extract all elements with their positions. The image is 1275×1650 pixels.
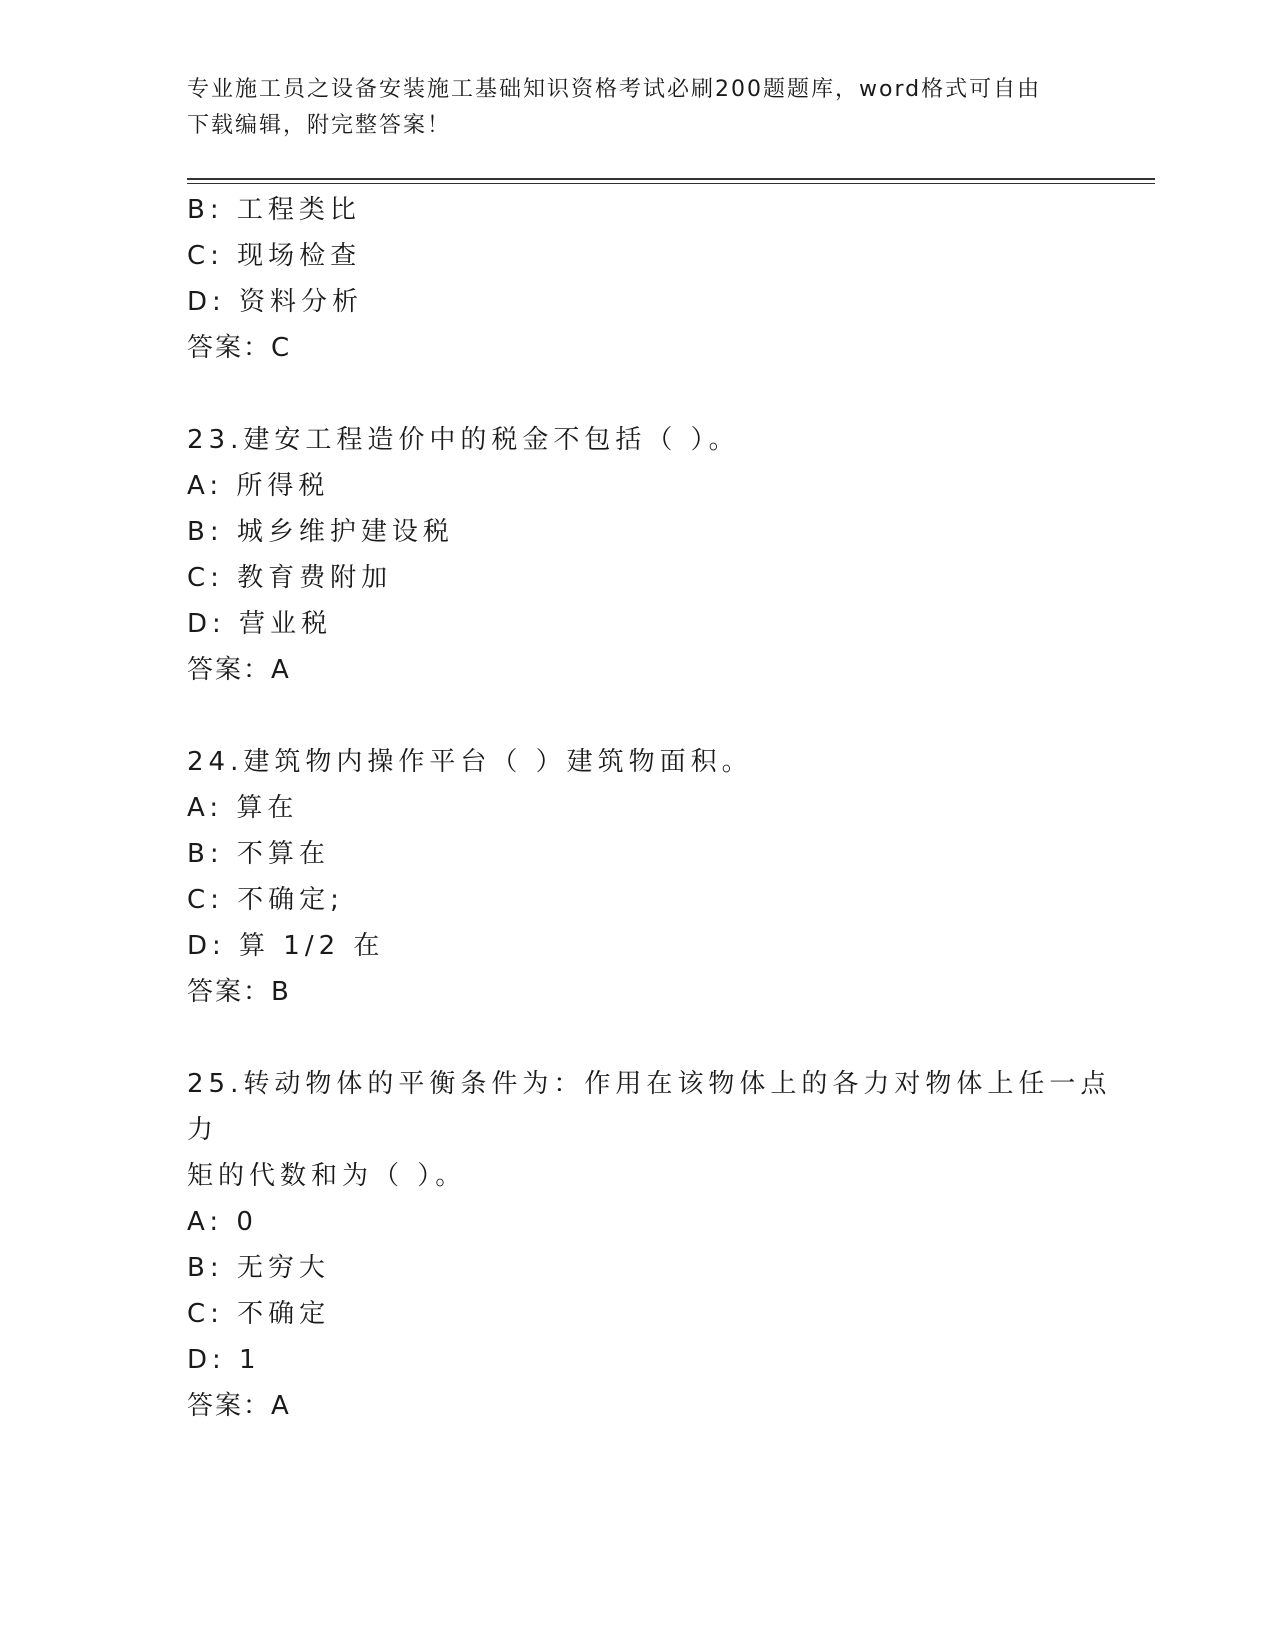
option-c: C: 现场检查 (187, 241, 362, 271)
question-text-line-2: 矩的代数和为（ ）。 (187, 1161, 467, 1191)
question-23 (187, 417, 1127, 693)
spacer (187, 1015, 1127, 1061)
option-a: A: 算在 (187, 793, 299, 823)
header-line-1: 专业施工员之设备安装施工基础知识资格考试必刷200题题库，word格式可自由 (187, 77, 1042, 102)
question-25 (187, 1061, 1127, 1429)
answer: 答案：A (187, 655, 291, 685)
document-header (187, 72, 1087, 144)
question-22-continued (187, 187, 1127, 371)
option-d: D: 资料分析 (187, 287, 364, 317)
question-text-line-1: 25.转动物体的平衡条件为：作用在该物体上的各力对物体上任一点力 (187, 1069, 1112, 1145)
option-d: D: 营业税 (187, 609, 333, 639)
option-a: A: 0 (187, 1207, 258, 1237)
answer: 答案：A (187, 1391, 291, 1421)
option-b: B: 不算在 (187, 839, 330, 869)
option-a: A: 所得税 (187, 471, 330, 501)
option-b: B: 工程类比 (187, 195, 361, 225)
option-d: D: 1 (187, 1345, 261, 1375)
option-b: B: 城乡维护建设税 (187, 517, 454, 547)
question-text: 23.建安工程造价中的税金不包括（ ）。 (187, 425, 740, 455)
question-text: 24.建筑物内操作平台（ ）建筑物面积。 (187, 747, 753, 777)
question-24 (187, 739, 1127, 1015)
spacer (187, 371, 1127, 417)
spacer (187, 693, 1127, 739)
header-rule-thick (187, 178, 1155, 180)
option-d: D: 算 1/2 在 (187, 931, 385, 961)
option-b: B: 无穷大 (187, 1253, 330, 1283)
option-c: C: 不确定; (187, 885, 344, 915)
answer: 答案：C (187, 333, 292, 363)
option-c: C: 教育费附加 (187, 563, 393, 593)
answer: 答案：B (187, 977, 291, 1007)
question-list (187, 187, 1127, 1429)
option-c: C: 不确定 (187, 1299, 331, 1329)
header-line-2: 下载编辑，附完整答案！ (187, 113, 452, 138)
header-rule-thin (187, 183, 1155, 184)
